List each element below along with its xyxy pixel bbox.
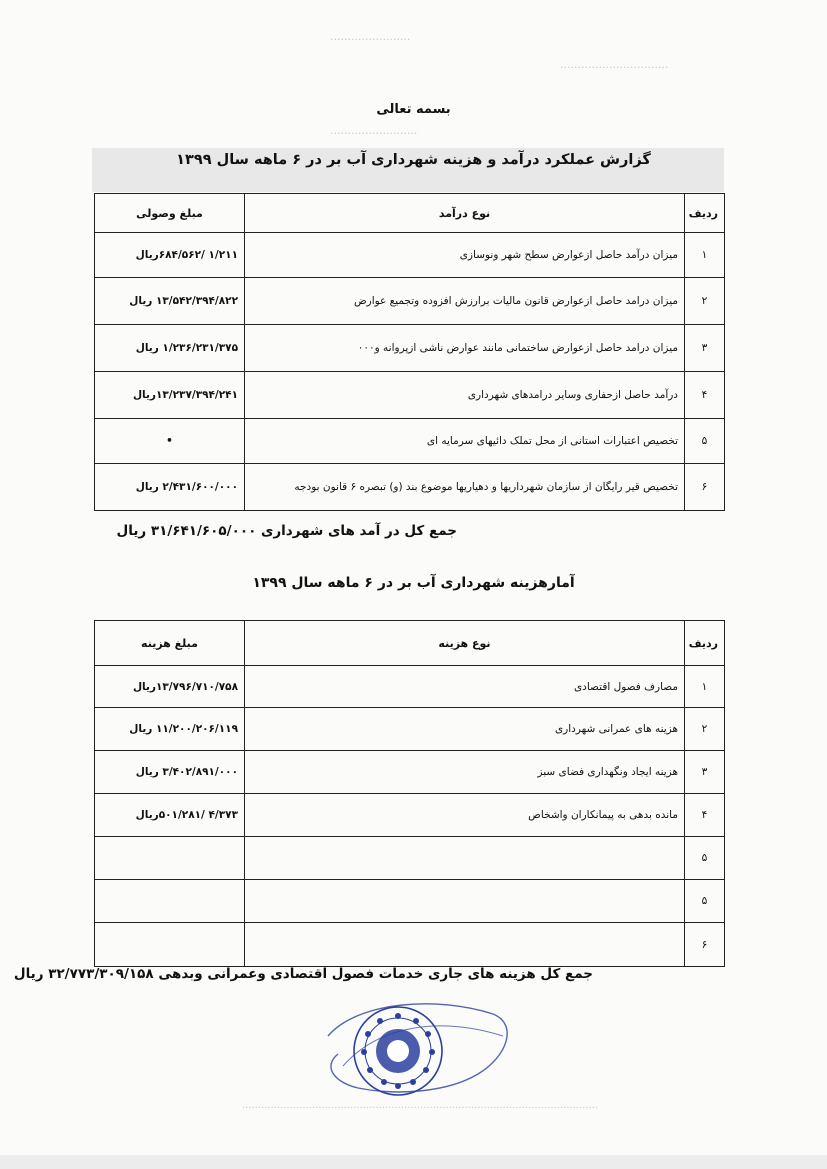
expense-amount: [95, 923, 245, 967]
expense-amount: [95, 880, 245, 923]
income-amount: ۱۳/۲۳۷/۳۹۴/۲۴۱ریال: [95, 372, 245, 419]
row-number: ۲: [685, 278, 725, 325]
expense-description: [245, 880, 685, 923]
expense-description: [245, 837, 685, 880]
row-number: ۴: [685, 372, 725, 419]
expense-header-row: [95, 621, 725, 666]
row-number: ۶: [685, 923, 725, 967]
row-number: ۶: [685, 464, 725, 511]
bleed-through-text: .........................: [330, 124, 418, 137]
table-row: [95, 666, 725, 708]
table-row: [95, 837, 725, 880]
bleed-through-text: ...............................: [560, 58, 669, 71]
income-header-row: [95, 194, 725, 233]
income-amount: ۱/۲۱۱ /۶۸۴/۵۶۲ریال: [95, 233, 245, 278]
row-number: ۴: [685, 794, 725, 837]
income-amount: ۲/۴۳۱/۶۰۰/۰۰۰ ریال: [95, 464, 245, 511]
income-description: میزان درامد حاصل ازعوارض قانون مالیات برارزش افزوده وتجمیع عوارض: [245, 278, 685, 325]
expense-description: هزینه های عمرانی شهرداری: [245, 708, 685, 751]
table-row: [95, 325, 725, 372]
column-header-amount-received: مبلغ وصولی: [95, 194, 245, 233]
expense-report-title: آمارهزینه شهرداری آب بر در ۶ ماهه سال ۱۳۹۹: [252, 575, 575, 591]
expense-amount: ۴/۳۷۳ /۵۰۱/۲۸۱ریال: [95, 794, 245, 837]
income-description: میزان درآمد حاصل ازعوارض سطح شهر ونوسازی: [245, 233, 685, 278]
income-description: تخصیص اعتبارات استانی از محل تملک دائیهای سرمایه ای: [245, 419, 685, 464]
expense-description: مانده بدهی به پیمانکاران واشخاص: [245, 794, 685, 837]
invocation-heading: بسمه تعالی: [376, 102, 451, 117]
income-description: تخصیص قیر رایگان از سازمان شهرداریها و دهیاریها موضوع بند (و) تبصره ۶ قانون بودجه: [245, 464, 685, 511]
expense-description: مصارف فصول اقتصادی: [245, 666, 685, 708]
table-row: [95, 794, 725, 837]
expense-amount: ۱۳/۷۹۶/۷۱۰/۷۵۸ریال: [95, 666, 245, 708]
table-row: [95, 751, 725, 794]
income-table: [94, 193, 725, 511]
bleed-through-footer: ................................................................................................................: [241, 1100, 598, 1111]
expense-amount: ۳/۴۰۲/۸۹۱/۰۰۰ ریال: [95, 751, 245, 794]
table-row: [95, 708, 725, 751]
bleed-through-text: .......................: [330, 30, 411, 43]
income-amount: ۱/۲۳۶/۲۳۱/۳۷۵ ریال: [95, 325, 245, 372]
income-amount: •: [95, 419, 245, 464]
column-header-row-number: ردیف: [685, 194, 725, 233]
expense-amount: ۱۱/۲۰۰/۲۰۶/۱۱۹ ریال: [95, 708, 245, 751]
income-amount: ۱۳/۵۴۲/۳۹۴/۸۲۲ ریال: [95, 278, 245, 325]
expense-description: هزینه ایجاد ونگهداری فضای سبز: [245, 751, 685, 794]
row-number: ۵: [685, 837, 725, 880]
row-number: ۱: [685, 666, 725, 708]
table-row: [95, 464, 725, 511]
table-row: [95, 372, 725, 419]
column-header-income-type: نوع درآمد: [245, 194, 685, 233]
row-number: ۳: [685, 751, 725, 794]
table-row: [95, 880, 725, 923]
scan-edge: [0, 1155, 827, 1169]
row-number: ۳: [685, 325, 725, 372]
income-total: جمع کل در آمد های شهرداری ۳۱/۶۴۱/۶۰۵/۰۰۰ ریال: [116, 523, 457, 539]
column-header-expense-type: نوع هزینه: [245, 621, 685, 666]
table-row: [95, 923, 725, 967]
row-number: ۵: [685, 880, 725, 923]
table-row: [95, 278, 725, 325]
column-header-expense-amount: مبلغ هزینه: [95, 621, 245, 666]
row-number: ۵: [685, 419, 725, 464]
expense-table: [94, 620, 725, 967]
income-description: درآمد حاصل ازحفاری وسایر درامدهای شهرداری: [245, 372, 685, 419]
expense-description: [245, 923, 685, 967]
income-description: میزان درامد حاصل ازعوارض ساختمانی مانند عوارض ناشی ازپروانه و۰۰۰: [245, 325, 685, 372]
expense-amount: [95, 837, 245, 880]
expense-total: جمع کل هزینه های جاری خدمات فصول اقتصادی وعمرانی وبدهی ۳۲/۷۷۳/۳۰۹/۱۵۸ ریال: [13, 966, 593, 982]
table-row: [95, 233, 725, 278]
column-header-row-number: ردیف: [685, 621, 725, 666]
income-report-title: گزارش عملکرد درآمد و هزینه شهرداری آب بر در ۶ ماهه سال ۱۳۹۹: [176, 152, 651, 168]
official-seal-stamp: [318, 996, 518, 1106]
table-row: [95, 419, 725, 464]
row-number: ۲: [685, 708, 725, 751]
row-number: ۱: [685, 233, 725, 278]
